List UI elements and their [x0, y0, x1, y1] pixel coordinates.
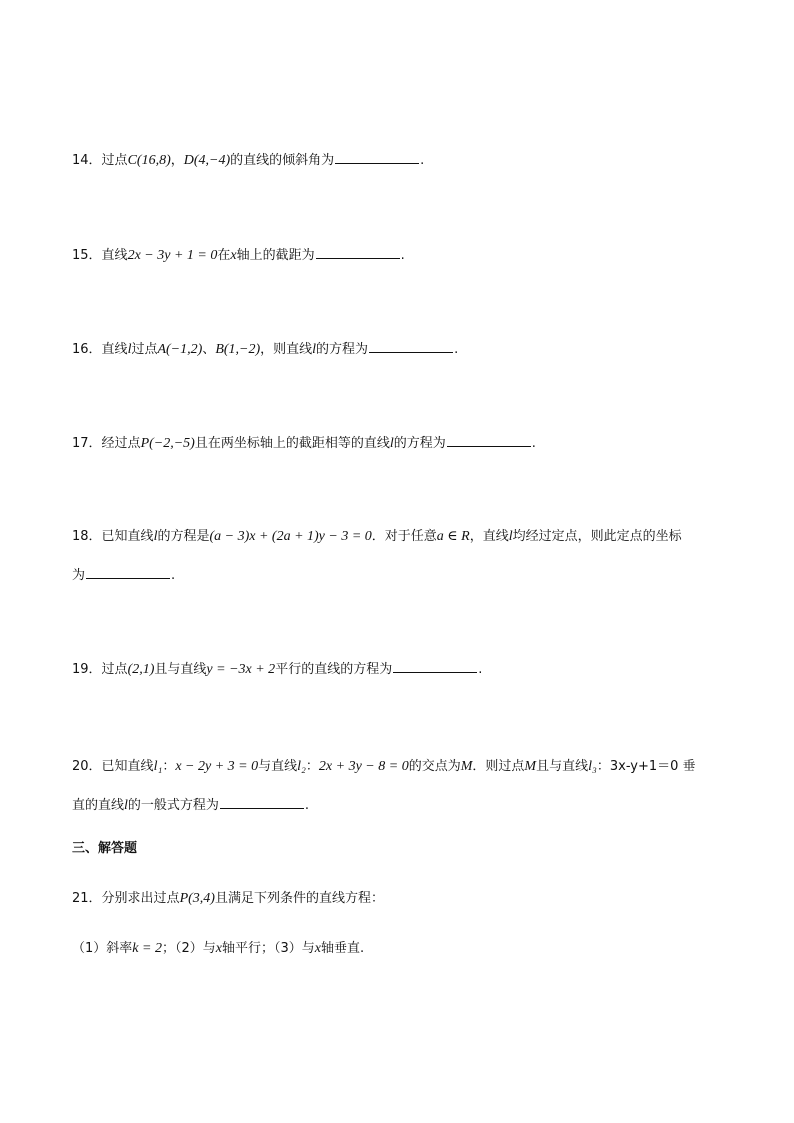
question-20-line2: 直的直线l的一般式方程为 . [72, 795, 309, 816]
section-heading: 三、解答题 [72, 841, 138, 856]
math: l₂ [297, 759, 306, 774]
answer-blank [316, 245, 400, 259]
math: y = −3x + 2 [206, 662, 276, 677]
math: 2x + 3y − 8 = 0 [318, 759, 409, 774]
question-number: 20． [72, 759, 102, 774]
question-21-conditions: （1）斜率k = 2；（2）与x轴平行；（3）与x轴垂直. [72, 941, 365, 956]
math: C(16,8) [127, 153, 171, 168]
question-16: 16．直线l过点A(−1,2)、B(1,−2)，则直线l的方程为 . [72, 339, 458, 360]
question-number: 19． [72, 662, 102, 677]
question-number: 18． [72, 529, 102, 544]
answer-blank [369, 339, 453, 353]
math: x − 2y + 3 = 0 [175, 759, 259, 774]
math: B(1,−2) [215, 342, 261, 357]
math: M [460, 759, 473, 774]
math: l₁ [153, 759, 163, 774]
question-21: 21．分别求出过点P(3,4)且满足下列条件的直线方程： [72, 891, 384, 906]
math: a ∈ R [436, 529, 470, 544]
math: l [389, 436, 394, 451]
math: P(3,4) [179, 891, 215, 906]
math: M [524, 759, 537, 774]
math: l [124, 798, 128, 813]
math: x [230, 248, 237, 263]
math: k = 2 [132, 941, 162, 956]
question-17: 17．经过点P(−2,−5)且在两坐标轴上的截距相等的直线l的方程为 . [72, 433, 536, 454]
answer-blank [393, 659, 477, 673]
question-number: 17． [72, 436, 102, 451]
math: x [314, 941, 321, 956]
question-number: 21． [72, 891, 102, 906]
question-20: 20．已知直线l₁：x − 2y + 3 = 0与直线l₂：2x + 3y − 8 = 0的交点为M．则过点M且与直线l₃：3x-y+1＝0 垂 [72, 759, 696, 774]
math: P(−2,−5) [140, 436, 195, 451]
answer-blank [86, 565, 170, 579]
math: (a − 3)x + (2a + 1)y − 3 = 0 [209, 529, 372, 544]
math: A(−1,2) [157, 342, 203, 357]
question-19: 19．过点(2,1)且与直线y = −3x + 2平行的直线的方程为 . [72, 659, 482, 680]
question-number: 16． [72, 342, 102, 357]
math: l [153, 529, 158, 544]
math: l [127, 342, 132, 357]
question-18: 18．已知直线l的方程是(a − 3)x + (2a + 1)y − 3 = 0．对于任意a ∈ R，直线l均经过定点，则此定点的坐标 [72, 529, 682, 544]
answer-blank [220, 795, 304, 809]
math: D(4,−4) [183, 153, 231, 168]
question-number: 14． [72, 153, 102, 168]
answer-blank [447, 433, 531, 447]
math: l₃ [588, 759, 597, 774]
question-14: 14．过点C(16,8)，D(4,−4)的直线的倾斜角为 . [72, 150, 424, 171]
question-number: 15． [72, 248, 102, 263]
answer-blank [335, 150, 419, 164]
question-18-line2: 为 . [72, 565, 175, 586]
math: 2x − 3y + 1 = 0 [127, 248, 218, 263]
math: (2,1) [127, 662, 155, 677]
math: l [508, 529, 513, 544]
question-15: 15．直线2x − 3y + 1 = 0在x轴上的截距为 . [72, 245, 405, 266]
math: l [312, 342, 317, 357]
math: x [215, 941, 222, 956]
